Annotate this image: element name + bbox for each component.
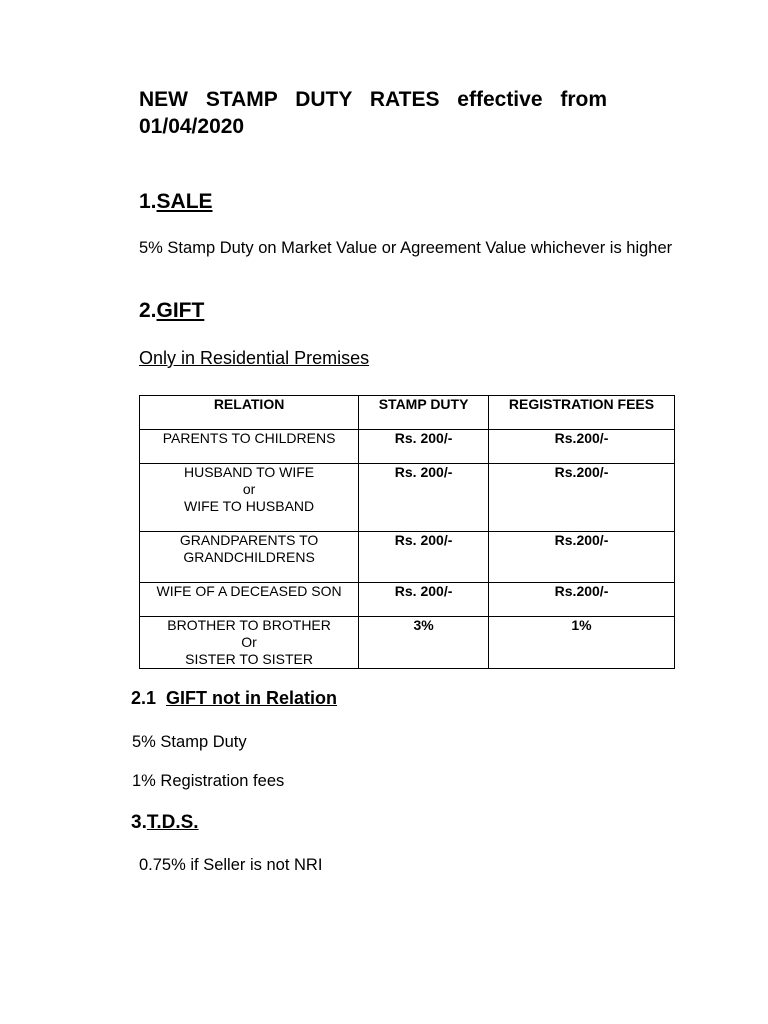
stamp-duty-cell: Rs. 200/- (359, 583, 489, 617)
section-title: GIFT (156, 299, 205, 322)
gift-not-in-relation-stamp-duty: 5% Stamp Duty (132, 733, 247, 751)
stamp-duty-cell: 3% (359, 617, 489, 669)
relation-text: GRANDPARENTS TO (179, 532, 319, 548)
relation-text: WIFE TO HUSBAND (183, 498, 315, 514)
stamp-duty-cell: Rs. 200/- (359, 430, 489, 464)
registration-fees-cell: 1% (489, 617, 675, 669)
relation-text: BROTHER TO BROTHER (167, 617, 331, 633)
relation-text: Or (241, 634, 257, 650)
relation-text: HUSBAND TO WIFE (183, 464, 315, 480)
section-number: 1. (139, 190, 157, 213)
relation-cell (140, 464, 359, 532)
table-header-relation: RELATION (140, 396, 359, 430)
registration-fees-cell: Rs.200/- (489, 583, 675, 617)
table-header-row (140, 396, 675, 430)
stamp-duty-cell: Rs. 200/- (359, 532, 489, 583)
document-title (139, 86, 675, 113)
tds-description: 0.75% if Seller is not NRI (139, 856, 323, 874)
registration-fees-cell: Rs.200/- (489, 430, 675, 464)
section-number: 2.1 (131, 688, 157, 708)
table-header-registration-fees: REGISTRATION FEES (489, 396, 675, 430)
gift-rates-table (139, 395, 675, 669)
table-header-stamp-duty: STAMP DUTY (359, 396, 489, 430)
stamp-duty-cell: Rs. 200/- (359, 464, 489, 532)
relation-text: PARENTS TO CHILDRENS (162, 430, 336, 446)
section-heading-gift-not-in-relation (131, 687, 337, 709)
table-row (140, 532, 675, 583)
relation-cell (140, 583, 359, 617)
section-heading-gift (139, 298, 204, 324)
document-title-date: 01/04/2020 (139, 115, 245, 138)
relation-cell (140, 617, 359, 669)
table-row (140, 583, 675, 617)
section-number: 3. (131, 812, 147, 833)
relation-cell (140, 430, 359, 464)
gift-not-in-relation-registration-fees: 1% Registration fees (132, 772, 285, 790)
sale-description: 5% Stamp Duty on Market Value or Agreement Value whichever is higher (139, 239, 673, 257)
table-row (140, 617, 675, 669)
registration-fees-cell: Rs.200/- (489, 532, 675, 583)
section-heading-sale (139, 189, 213, 215)
gift-subheading: Only in Residential Premises (139, 348, 370, 368)
title-line-1: NEW STAMP DUTY RATES effective from (139, 88, 608, 111)
relation-cell (140, 532, 359, 583)
relation-text: WIFE OF A DECEASED SON (156, 583, 342, 599)
section-title: GIFT not in Relation (166, 688, 338, 708)
section-title: SALE (156, 190, 213, 213)
table-row (140, 430, 675, 464)
section-title: T.D.S. (146, 812, 199, 833)
registration-fees-cell: Rs.200/- (489, 464, 675, 532)
relation-text: GRANDCHILDRENS (183, 549, 315, 565)
section-number: 2. (139, 299, 157, 322)
relation-text: SISTER TO SISTER (185, 651, 313, 667)
table-row (140, 464, 675, 532)
relation-text: or (242, 481, 256, 497)
section-heading-tds (131, 812, 199, 834)
